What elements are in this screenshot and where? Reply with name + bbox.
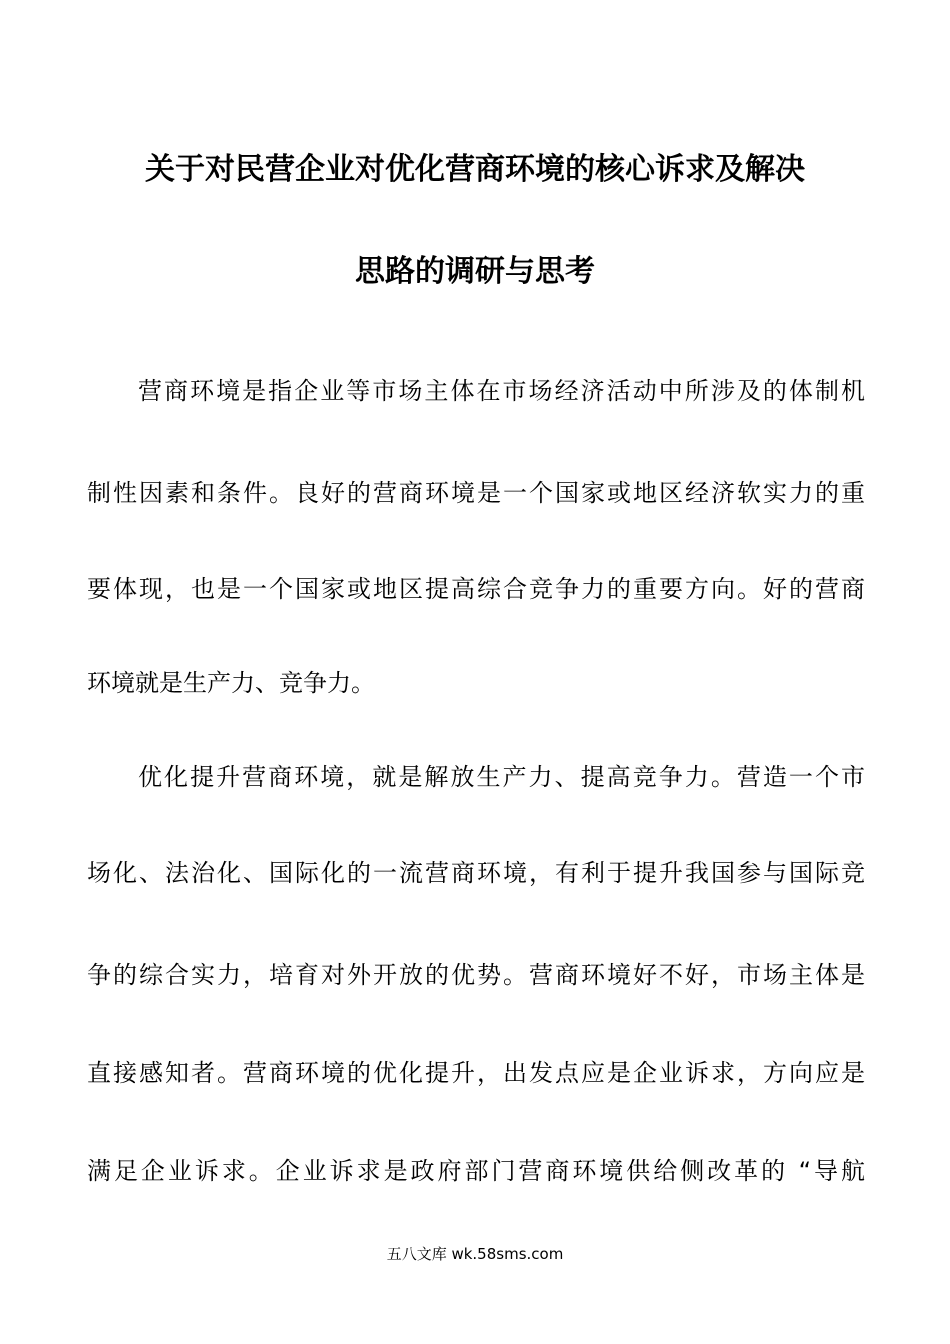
paragraph-1-line-3: 要体现，也是一个国家或地区提高综合竞争力的重要方向。好的营商 (87, 575, 865, 603)
document-title-line-2: 思路的调研与思考 (355, 254, 595, 289)
paragraph-1-line-2: 制性因素和条件。良好的营商环境是一个国家或地区经济软实力的重 (87, 479, 865, 507)
paragraph-2-line-5: 满足企业诉求。企业诉求是政府部门营商环境供给侧改革的 “导航 (87, 1157, 865, 1185)
document-title-line-1: 关于对民营企业对优化营商环境的核心诉求及解决 (145, 152, 805, 187)
footer-watermark: 五八文库 wk.58sms.com (386, 1245, 564, 1263)
paragraph-1-line-1: 营商环境是指企业等市场主体在市场经济活动中所涉及的体制机 (138, 377, 865, 405)
paragraph-2-line-4: 直接感知者。营商环境的优化提升，出发点应是企业诉求，方向应是 (87, 1059, 865, 1087)
paragraph-1-line-4: 环境就是生产力、竞争力。 (87, 669, 375, 697)
paragraph-2-line-2: 场化、法治化、国际化的一流营商环境，有利于提升我国参与国际竞 (87, 859, 865, 887)
paragraph-2-line-3: 争的综合实力，培育对外开放的优势。营商环境好不好，市场主体是 (87, 961, 865, 989)
paragraph-2-line-1: 优化提升营商环境，就是解放生产力、提高竞争力。营造一个市 (138, 763, 865, 791)
